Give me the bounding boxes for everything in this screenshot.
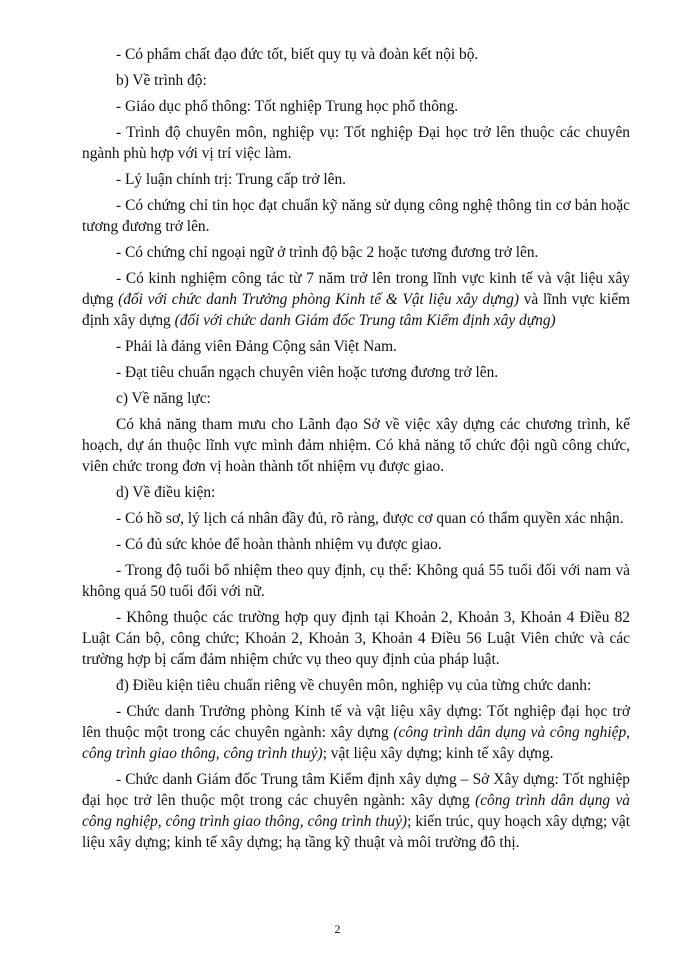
paragraph	[82, 534, 630, 555]
paragraph	[82, 482, 630, 503]
text-segment: - Có chứng chỉ tin học đạt chuẩn kỹ năng sử dụng công nghệ thông tin cơ bản hoặc tương đương trở lên.	[82, 197, 630, 235]
text-segment: - Có hồ sơ, lý lịch cá nhân đầy đủ, rõ ràng, được cơ quan có thẩm quyền xác nhận.	[116, 510, 624, 527]
paragraph	[82, 44, 630, 65]
text-segment: - Không thuộc các trường hợp quy định tại Khoản 2, Khoản 3, Khoản 4 Điều 82 Luật Cán bộ, công chức; Khoản 2, Khoản 3, Khoản 4 Điều 56 Luật Viên chức và các trường hợp bị cấm đảm nhiệm chức vụ theo quy định của pháp luật.	[82, 609, 630, 668]
italic-text-segment: (đối với chức danh Trưởng phòng Kinh tế & Vật liệu xây dựng)	[118, 291, 520, 308]
text-segment: d) Về điều kiện:	[116, 484, 216, 501]
text-segment: ; vật liệu xây dựng; kinh tế xây dựng.	[322, 745, 554, 762]
paragraph	[82, 336, 630, 357]
text-segment: và lĩnh vực kiểm định xây dựng	[82, 291, 630, 329]
paragraph	[82, 122, 630, 164]
paragraph	[82, 268, 630, 331]
paragraph	[82, 242, 630, 263]
text-segment: - Chức danh Giám đốc Trung tâm Kiểm định xây dựng – Sở Xây dựng: Tốt nghiệp đại học trở lên thuộc một trong các chuyên ngành: xây dựng	[82, 771, 630, 809]
text-segment: - Phải là đảng viên Đảng Cộng sản Việt Nam.	[116, 338, 397, 355]
text-segment: - Giáo dục phổ thông: Tốt nghiệp Trung học phổ thông.	[116, 98, 459, 115]
text-segment: đ) Điều kiện tiêu chuẩn riêng về chuyên môn, nghiệp vụ của từng chức danh:	[116, 677, 592, 694]
text-segment: - Có phẩm chất đạo đức tốt, biết quy tụ và đoàn kết nội bộ.	[116, 46, 479, 63]
text-segment: Có khả năng tham mưu cho Lãnh đạo Sở về việc xây dựng các chương trình, kế hoạch, dự án thuộc lĩnh vực mình đảm nhiệm. Có khả năng tổ chức đội ngũ công chức, viên chức trong đơn vị hoàn thành tốt nhiệm vụ được giao.	[82, 416, 630, 475]
italic-text-segment: (công trình dân dụng và công nghiệp, công trình giao thông, công trình thuỷ)	[82, 724, 631, 762]
paragraph	[82, 414, 630, 477]
paragraph	[82, 607, 630, 670]
text-segment: ; kiến trúc, quy hoạch xây dựng; vật liệu xây dựng; kinh tế xây dựng; hạ tầng kỹ thuật và môi trường đô thị.	[82, 813, 631, 851]
text-segment: b) Về trình độ:	[116, 72, 207, 89]
paragraph	[82, 195, 630, 237]
page-number: 2	[334, 922, 341, 936]
italic-text-segment: (đối với chức danh Giám đốc Trung tâm Kiểm định xây dựng)	[174, 312, 556, 329]
text-segment: - Có chứng chỉ ngoại ngữ ở trình độ bậc 2 hoặc tương đương trở lên.	[116, 244, 539, 261]
paragraph	[82, 70, 630, 91]
text-segment: - Trình độ chuyên môn, nghiệp vụ: Tốt nghiệp Đại học trở lên thuộc các chuyên ngành phù hợp với vị trí việc làm.	[82, 124, 630, 162]
text-segment: - Có đủ sức khỏe để hoàn thành nhiệm vụ được giao.	[116, 536, 442, 553]
text-segment: - Đạt tiêu chuẩn ngạch chuyên viên hoặc tương đương trở lên.	[116, 364, 499, 381]
paragraph	[82, 508, 630, 529]
text-segment: - Có kinh nghiệm công tác từ 7 năm trở lên trong lĩnh vực kinh tế và vật liệu xây dựng	[82, 270, 630, 308]
paragraph	[82, 769, 630, 853]
text-segment: - Lý luận chính trị: Trung cấp trở lên.	[116, 171, 346, 188]
paragraph	[82, 560, 630, 602]
text-segment: - Trong độ tuổi bổ nhiệm theo quy định, cụ thể: Không quá 55 tuổi đối với nam và không quá 50 tuổi đối với nữ.	[82, 562, 630, 600]
document-body	[82, 44, 630, 858]
text-segment: - Chức danh Trưởng phòng Kinh tế và vật liệu xây dựng: Tốt nghiệp đại học trở lên thuộc một trong các chuyên ngành: xây dựng	[82, 703, 630, 741]
paragraph	[82, 701, 630, 764]
paragraph	[82, 362, 630, 383]
paragraph	[82, 675, 630, 696]
paragraph	[82, 96, 630, 117]
paragraph	[82, 388, 630, 409]
paragraph	[82, 169, 630, 190]
italic-text-segment: (công trình dân dụng và công nghiệp, công trình giao thông, công trình thuỷ)	[82, 792, 631, 830]
text-segment: c) Về năng lực:	[116, 390, 211, 407]
